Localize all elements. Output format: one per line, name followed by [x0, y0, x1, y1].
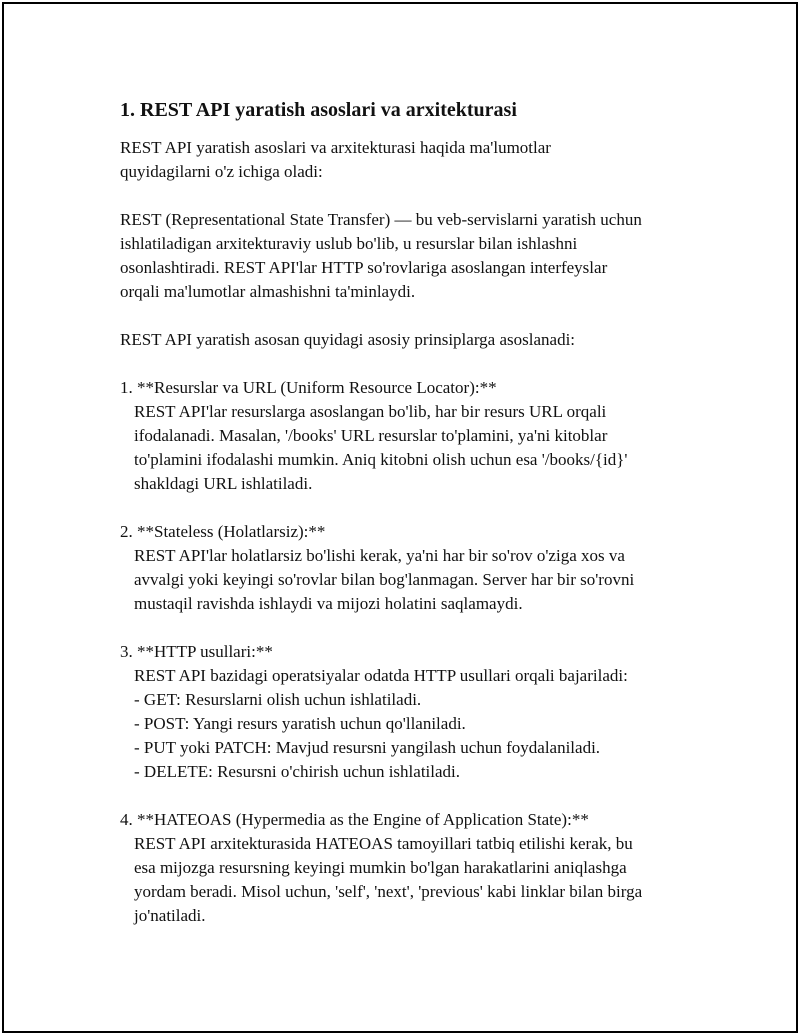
paragraph-gap	[120, 496, 710, 520]
section-heading: 3. **HTTP usullari:**	[120, 642, 273, 661]
section-resources	[120, 376, 710, 496]
section-hateoas	[120, 808, 710, 928]
section-heading: 2. **Stateless (Holatlarsiz):**	[120, 522, 326, 541]
paragraph-gap	[120, 304, 710, 328]
paragraph-gap	[120, 616, 710, 640]
section-heading: 4. **HATEOAS (Hypermedia as the Engine of Application State):**	[120, 810, 589, 829]
section-body: REST API bazidagi operatsiyalar odatda HTTP usullari orqali bajariladi: - GET: Resurslarni olish uchun ishlatiladi. - POST: Yangi resurs yaratish uchun qo'llaniladi. - PUT yoki PATCH: Mavjud resursni yangilash uchun foydalaniladi. - DELETE: Resursni o'chirish uchun ishlatiladi.	[134, 666, 628, 781]
section-http-methods	[120, 640, 710, 784]
paragraph-gap	[120, 352, 710, 376]
section-body: REST API arxitekturasida HATEOAS tamoyillari tatbiq etilishi kerak, bu esa mijozga resursning keyingi mumkin bo'lgan harakatlarini aniqlashga yordam beradi. Misol uchun, 'self', 'next', 'previous' kabi linklar bilan birga jo'natiladi.	[134, 834, 643, 925]
rest-definition-paragraph: REST (Representational State Transfer) — bu veb-servislarni yaratish uchun ishlatiladigan arxitekturaviy uslub bo'lib, u resurslar bilan ishlashni osonlashtiradi. REST API'lar HTTP so'rovlariga asoslangan interfeyslar orqali ma'lumotlar almashishni ta'minlaydi.	[120, 210, 642, 301]
principles-intro-paragraph: REST API yaratish asosan quyidagi asosiy prinsiplarga asoslanadi:	[120, 330, 576, 349]
paragraph-gap	[120, 184, 710, 208]
section-body: REST API'lar resurslarga asoslangan bo'lib, har bir resurs URL orqali ifodalanadi. Masalan, '/books' URL resurslar to'plamini, ya'ni kitoblar to'plamini ifodalashi mumkin. Aniq kitobni olish uchun esa '/books/{id}' shakldagi URL ishlatiladi.	[134, 402, 628, 493]
paragraph-gap	[120, 784, 710, 808]
section-body: REST API'lar holatlarsiz bo'lishi kerak, ya'ni har bir so'rov o'ziga xos va avvalgi yoki keyingi so'rovlar bilan bog'lanmagan. Server har bir so'rovni mustaqil ravishda ishlaydi va mijozi holatini saqlamaydi.	[134, 546, 635, 613]
document-content	[120, 96, 710, 928]
intro-paragraph: REST API yaratish asoslari va arxitekturasi haqida ma'lumotlar quyidagilarni o'z ichiga oladi:	[120, 138, 551, 181]
section-heading: 1. **Resurslar va URL (Uniform Resource Locator):**	[120, 378, 497, 397]
document-title: 1. REST API yaratish asoslari va arxitekturasi	[120, 99, 517, 121]
page-frame	[2, 2, 798, 1033]
section-stateless	[120, 520, 710, 616]
